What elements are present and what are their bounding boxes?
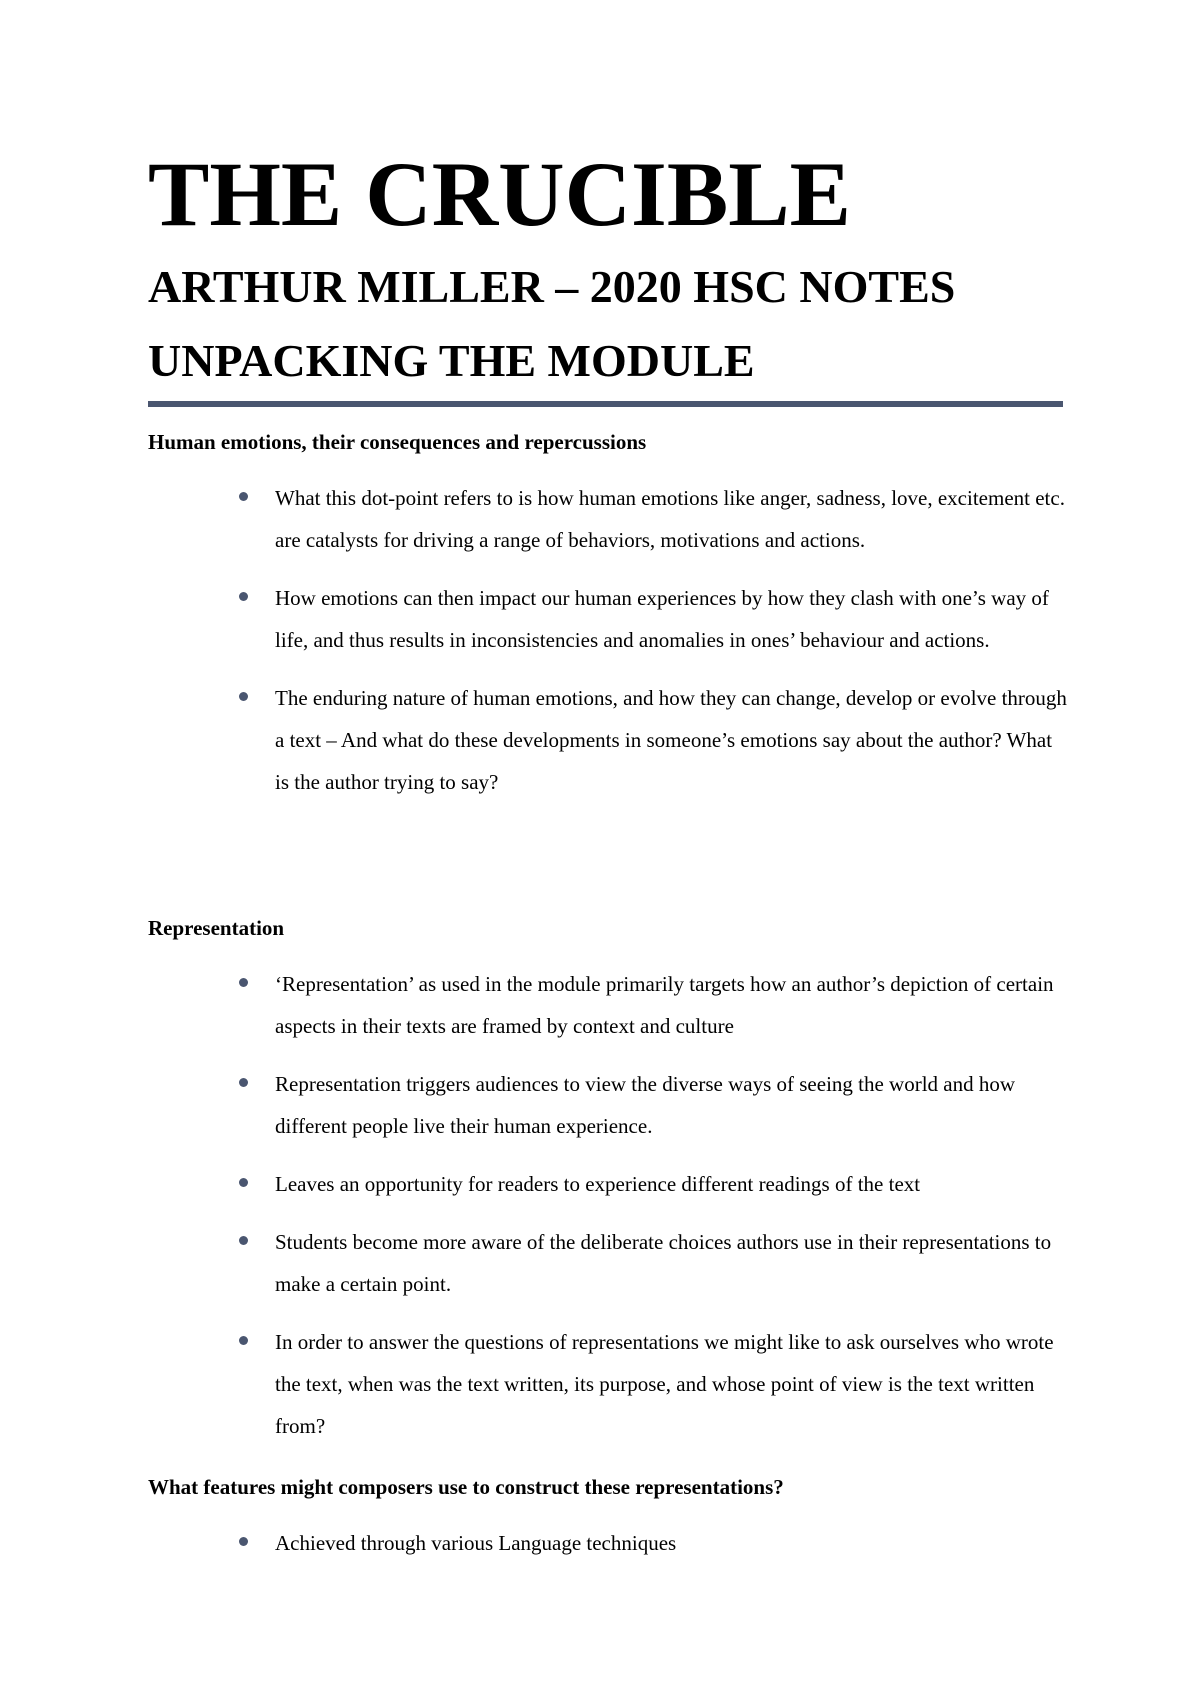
list-item: In order to answer the questions of representations we might like to ask ourselves who wrote the text, when was the text written, its purpose, and whose point of view is the text written from?: [148, 1321, 1070, 1447]
bullet-icon: [239, 1236, 248, 1245]
document-subtitle-author: ARTHUR MILLER – 2020 HSC NOTES: [148, 261, 956, 312]
section-heading-representation: Representation: [148, 916, 285, 940]
document-title: THE CRUCIBLE: [148, 143, 851, 245]
list-item: Representation triggers audiences to view the diverse ways of seeing the world and how different people live their human experience.: [148, 1063, 1070, 1147]
list-item: What this dot-point refers to is how human emotions like anger, sadness, love, excitement etc. are catalysts for driving a range of behaviors, motivations and actions.: [148, 477, 1070, 561]
document-subtitle-module: UNPACKING THE MODULE: [148, 335, 755, 386]
section-heading-human-emotions: Human emotions, their consequences and repercussions: [148, 430, 647, 454]
title-divider: [148, 401, 1063, 407]
bullet-icon: [239, 1336, 248, 1345]
list-item: ‘Representation’ as used in the module primarily targets how an author’s depiction of certain aspects in their texts are framed by context and culture: [148, 963, 1070, 1047]
bullet-icon: [239, 978, 248, 987]
bullet-list-human-emotions: [148, 477, 1070, 819]
bullet-icon: [239, 1537, 248, 1546]
section-heading-features: What features might composers use to construct these representations?: [148, 1475, 784, 1499]
list-item: Achieved through various Language techniques: [148, 1522, 1070, 1564]
bullet-list-representation: [148, 963, 1070, 1463]
list-item: The enduring nature of human emotions, and how they can change, develop or evolve through a text – And what do these developments in someone’s emotions say about the author? What is the author trying to say?: [148, 677, 1070, 803]
list-item: Students become more aware of the deliberate choices authors use in their representations to make a certain point.: [148, 1221, 1070, 1305]
bullet-icon: [239, 1078, 248, 1087]
bullet-icon: [239, 592, 248, 601]
list-item: How emotions can then impact our human experiences by how they clash with one’s way of life, and thus results in inconsistencies and anomalies in ones’ behaviour and actions.: [148, 577, 1070, 661]
bullet-icon: [239, 692, 248, 701]
bullet-list-features: [148, 1522, 1070, 1580]
list-item: Leaves an opportunity for readers to experience different readings of the text: [148, 1163, 1070, 1205]
bullet-icon: [239, 1178, 248, 1187]
bullet-icon: [239, 492, 248, 501]
